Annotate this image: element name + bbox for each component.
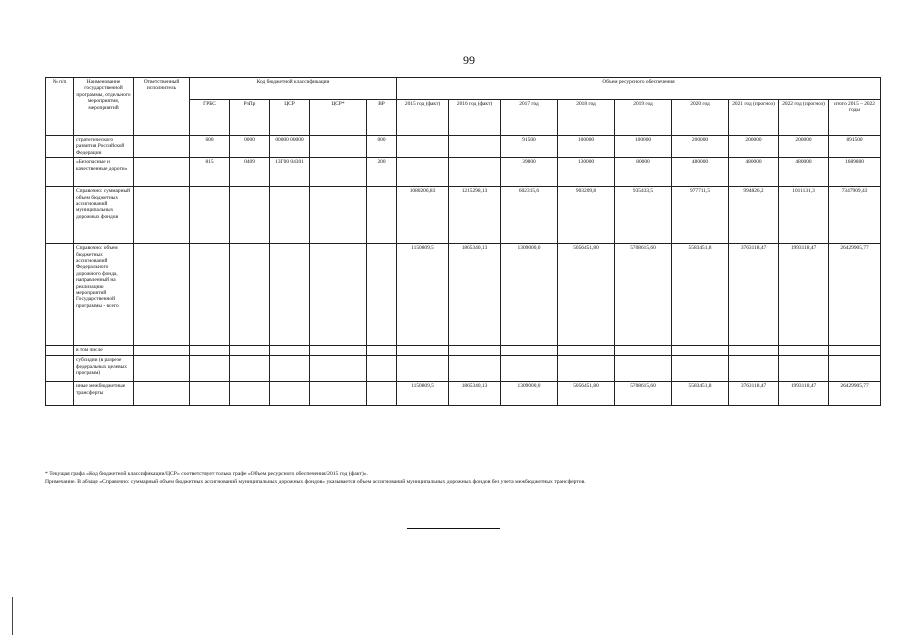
cell-2016 [449, 136, 501, 158]
cell-responsible [134, 158, 190, 187]
cell-code-csr [270, 382, 310, 406]
cell-2016 [449, 356, 501, 382]
cell-total: 26429905,77 [829, 244, 881, 346]
cell-2018: 5056451,80 [558, 382, 615, 406]
cell-2015 [397, 136, 449, 158]
cell-name: Справочно: суммарный объем бюджетных ассигнований муниципальных дорожных фондов [74, 187, 134, 244]
cell-2022: 1011131,3 [779, 187, 829, 244]
cell-responsible [134, 244, 190, 346]
table-row [46, 158, 881, 187]
header-code-grbs: ГРБС [190, 99, 230, 135]
cell-code-grbs: 600 [190, 136, 230, 158]
header-year-2019: 2019 год [615, 99, 672, 135]
cell-2018: 903209,8 [558, 187, 615, 244]
cell-code-vr [367, 244, 397, 346]
header-year-2022: 2022 год (прогноз) [779, 99, 829, 135]
cell-code-rzpr [230, 356, 270, 382]
cell-2022: 1993118,47 [779, 382, 829, 406]
cell-code-rzpr [230, 382, 270, 406]
cell-2020: 5583451,8 [672, 244, 729, 346]
header-year-2015: 2015 год (факт) [397, 99, 449, 135]
cell-code-csr-star [310, 346, 367, 356]
cell-code-csr-star [310, 382, 367, 406]
footnote-note: Примечание. В абзаце «Справочно: суммарный объем бюджетных ассигнований муниципальных дорожных фондов» указывается объем ассигнований муниципальных дорожных фондов без учета межбюджетных трансфертов. [45, 479, 586, 485]
table-row [46, 136, 881, 158]
cell-2017: 91500 [501, 136, 558, 158]
cell-2022: 480000 [779, 158, 829, 187]
cell-2017: 1309000,0 [501, 244, 558, 346]
table-row [46, 346, 881, 356]
header-code-vr: ВР [367, 99, 397, 135]
cell-2017: 39800 [501, 158, 558, 187]
cell-responsible [134, 346, 190, 356]
header-no: № п/п [46, 78, 74, 136]
cell-2017: 602315,6 [501, 187, 558, 244]
cell-no [46, 382, 74, 406]
header-year-2020: 2020 год [672, 99, 729, 135]
cell-2019: 80000 [615, 158, 672, 187]
cell-2020 [672, 356, 729, 382]
table-row [46, 244, 881, 346]
cell-2019: 5708615,60 [615, 244, 672, 346]
cell-2021: 200000 [729, 136, 779, 158]
cell-responsible [134, 187, 190, 244]
cell-code-grbs [190, 356, 230, 382]
header-total: итого 2015 – 2022 годы [829, 99, 881, 135]
header-year-2016: 2016 год (факт) [449, 99, 501, 135]
header-code-group: Код бюджетной классификации [190, 78, 397, 100]
cell-no [46, 356, 74, 382]
cell-2018 [558, 356, 615, 382]
table-row [46, 187, 881, 244]
cell-code-rzpr: 0409 [230, 158, 270, 187]
cell-2016: 1865340,13 [449, 244, 501, 346]
cell-name: субсидии (в разрезе федеральных целевых программ) [74, 356, 134, 382]
header-code-csr: ЦСР [270, 99, 310, 135]
cell-code-csr [270, 346, 310, 356]
cell-2018: 5056451,80 [558, 244, 615, 346]
cell-total [829, 346, 881, 356]
header-year-2018: 2018 год [558, 99, 615, 135]
cell-code-vr [367, 346, 397, 356]
cell-2021 [729, 346, 779, 356]
cell-code-csr [270, 244, 310, 346]
cell-code-csr-star [310, 136, 367, 158]
cell-2021: 3763118,47 [729, 244, 779, 346]
cell-total: 7347909,43 [829, 187, 881, 244]
cell-2019 [615, 356, 672, 382]
scan-margin-mark [12, 597, 13, 635]
header-volume-group: Объем ресурсного обеспечения [397, 78, 881, 100]
cell-2020 [672, 346, 729, 356]
header-year-2021: 2021 год (прогноз) [729, 99, 779, 135]
cell-code-grbs [190, 187, 230, 244]
cell-responsible [134, 356, 190, 382]
cell-2018: 130000 [558, 158, 615, 187]
table-row [46, 356, 881, 382]
cell-name: иные межбюджетные трансферты [74, 382, 134, 406]
cell-2015 [397, 346, 449, 356]
cell-code-rzpr: 0000 [230, 136, 270, 158]
cell-2016: 1215298,13 [449, 187, 501, 244]
cell-no [46, 244, 74, 346]
cell-code-vr [367, 382, 397, 406]
cell-2016 [449, 346, 501, 356]
header-year-2017: 2017 год [501, 99, 558, 135]
cell-code-csr-star [310, 244, 367, 346]
cell-2015: 1080206,83 [397, 187, 449, 244]
cell-code-csr: 00000 00000 [270, 136, 310, 158]
cell-code-csr-star [310, 158, 367, 187]
cell-2022 [779, 346, 829, 356]
header-code-csr-star: ЦСР* [310, 99, 367, 135]
cell-code-csr-star [310, 187, 367, 244]
cell-code-rzpr [230, 244, 270, 346]
cell-no [46, 136, 74, 158]
cell-2021: 994826,2 [729, 187, 779, 244]
cell-2015: 1150809,5 [397, 382, 449, 406]
cell-no [46, 158, 74, 187]
cell-name: в том числе [74, 346, 134, 356]
cell-2022 [779, 356, 829, 382]
cell-no [46, 187, 74, 244]
cell-2020: 480000 [672, 158, 729, 187]
header-name: Наименование государственной программы, отдельного мероприятия, мероприятий [74, 78, 134, 136]
cell-2017 [501, 356, 558, 382]
cell-2016: 1865340,13 [449, 382, 501, 406]
cell-2020: 977711,5 [672, 187, 729, 244]
cell-2022: 200000 [779, 136, 829, 158]
cell-2015 [397, 158, 449, 187]
cell-2019: 5708615,60 [615, 382, 672, 406]
cell-total: 891500 [829, 136, 881, 158]
cell-2016 [449, 158, 501, 187]
header-responsible: Ответственный исполнитель [134, 78, 190, 136]
cell-2018 [558, 346, 615, 356]
header-code-rzpr: РзПр [230, 99, 270, 135]
cell-code-csr [270, 187, 310, 244]
cell-code-vr: 200 [367, 158, 397, 187]
cell-code-csr-star [310, 356, 367, 382]
table-body [46, 136, 881, 406]
cell-2018: 100000 [558, 136, 615, 158]
cell-code-vr: 000 [367, 136, 397, 158]
cell-name: «Безопасные и качественные дороги» [74, 158, 134, 187]
cell-2019: 100000 [615, 136, 672, 158]
cell-code-vr [367, 187, 397, 244]
cell-no [46, 346, 74, 356]
cell-code-rzpr [230, 187, 270, 244]
cell-2021 [729, 356, 779, 382]
cell-code-csr: 13Г00 04301 [270, 158, 310, 187]
cell-total [829, 356, 881, 382]
cell-name: Справочно: объем бюджетных ассигнований Федерального дорожного фонда, направленный на реализацию мероприятий Государственной программы - всего [74, 244, 134, 346]
cell-name: стратегического развития Российской Федерации [74, 136, 134, 158]
cell-responsible [134, 382, 190, 406]
page-number: 99 [463, 53, 475, 67]
cell-2021: 480000 [729, 158, 779, 187]
cell-2020: 5583451,8 [672, 382, 729, 406]
cell-2020: 200000 [672, 136, 729, 158]
budget-table [45, 77, 881, 406]
cell-code-grbs [190, 346, 230, 356]
cell-2017 [501, 346, 558, 356]
cell-2015: 1150809,5 [397, 244, 449, 346]
cell-code-grbs [190, 244, 230, 346]
cell-2019 [615, 346, 672, 356]
end-rule [407, 528, 500, 529]
cell-code-vr [367, 356, 397, 382]
cell-code-grbs: 815 [190, 158, 230, 187]
footnote-csr: * Текущая графа «Код бюджетной классификации/ЦСР» соответствует только графе «Объем ресурсного обеспечения/2015 год (факт)». [45, 471, 368, 477]
cell-total: 1689800 [829, 158, 881, 187]
cell-code-csr [270, 356, 310, 382]
cell-2022: 1993118,47 [779, 244, 829, 346]
cell-total: 26429905,77 [829, 382, 881, 406]
cell-responsible [134, 136, 190, 158]
cell-2015 [397, 356, 449, 382]
cell-2017: 1309000,0 [501, 382, 558, 406]
cell-code-rzpr [230, 346, 270, 356]
cell-code-grbs [190, 382, 230, 406]
table-row [46, 382, 881, 406]
cell-2021: 3763118,47 [729, 382, 779, 406]
cell-2019: 935433,5 [615, 187, 672, 244]
